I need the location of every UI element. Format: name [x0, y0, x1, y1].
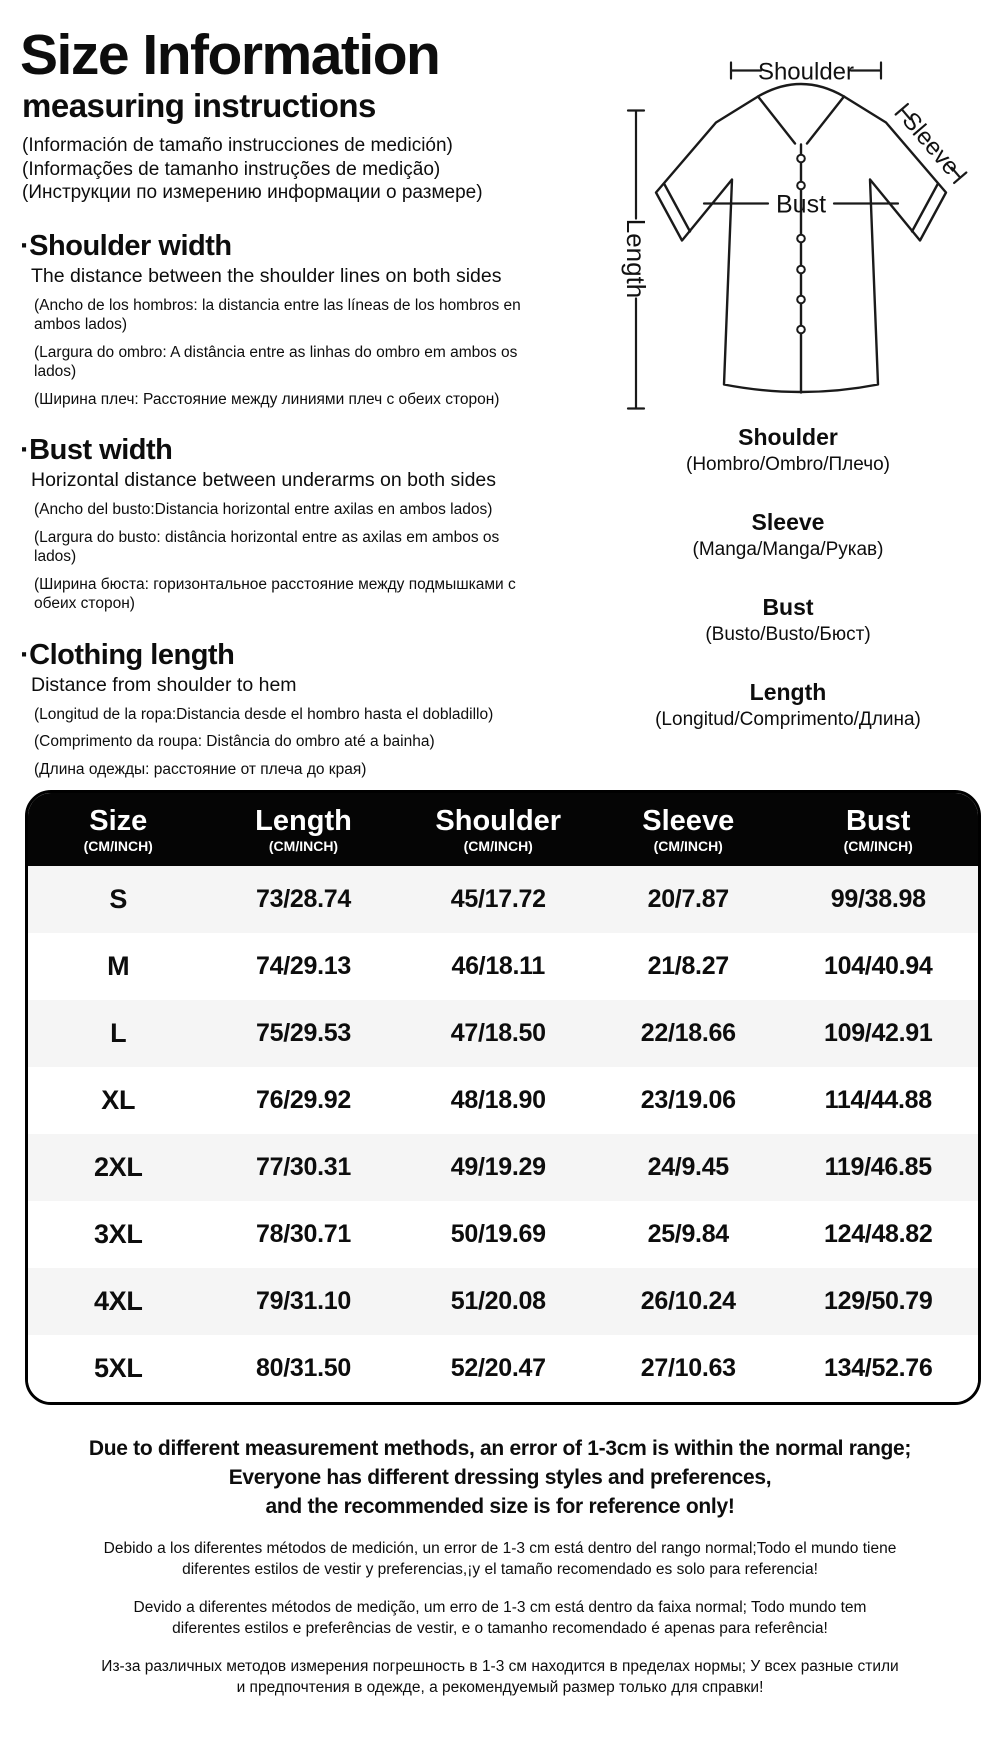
section-translation-ru: (Ширина плеч: Расстояние между линиями плеч с обеих сторон) — [34, 390, 500, 408]
legend-item-bust — [588, 594, 988, 646]
sleeve-measure-label: Sleeve — [896, 107, 965, 181]
subtitle-translation-ru: (Инструкции по измерению информации о размере) — [22, 182, 483, 204]
legend-translations: (Longitud/Comprimento/Длина) — [655, 709, 921, 730]
shoulder-width-section — [20, 230, 538, 410]
legend-translations: (Busto/Busto/Бюст) — [705, 624, 871, 645]
shirt-diagram — [598, 52, 978, 418]
cell-length: 75/29.53 — [256, 1019, 351, 1047]
cell-shoulder: 45/17.72 — [450, 885, 546, 913]
cell-bust: 129/50.79 — [823, 1287, 933, 1315]
shirt-diagram-svg — [598, 52, 978, 418]
cell-shoulder: 52/20.47 — [450, 1354, 546, 1382]
table-row — [28, 1335, 978, 1402]
cell-bust: 124/48.82 — [823, 1220, 933, 1248]
cell-bust: 109/42.91 — [823, 1019, 933, 1047]
cell-sleeve: 23/19.06 — [640, 1086, 736, 1114]
instructions-column — [20, 23, 538, 787]
cell-shoulder: 50/19.69 — [450, 1220, 546, 1248]
footer-note-line: Due to different measurement methods, an error of 1-3cm is within the normal range; — [88, 1437, 912, 1460]
cell-sleeve: 26/10.24 — [640, 1287, 736, 1315]
cell-sleeve: 24/9.45 — [647, 1153, 729, 1181]
column-label: Bust — [846, 804, 911, 837]
section-translation-ru: (Длина одежды: расстояние от плеча до края) — [34, 760, 367, 778]
section-translation-pt: (Comprimento da roupa: Distância do ombro até a bainha) — [34, 733, 435, 751]
footer-note-en — [0, 1434, 1000, 1521]
cell-length: 77/30.31 — [256, 1153, 351, 1181]
legend-translations: (Manga/Manga/Рукав) — [692, 539, 884, 560]
size-table-header — [28, 793, 978, 866]
footer-note-pt — [0, 1597, 1000, 1639]
page-subtitle: measuring instructions — [22, 87, 376, 125]
section-heading-text: Bust width — [29, 434, 173, 467]
legend-item-length — [588, 679, 988, 731]
subtitle-translation-pt: (Informações de tamanho instruções de medição) — [22, 158, 441, 180]
cell-sleeve: 21/8.27 — [647, 952, 729, 980]
cell-bust: 114/44.88 — [824, 1086, 932, 1114]
shirt-cuff-left — [664, 184, 690, 232]
bust-measure-label: Bust — [775, 190, 827, 219]
cell-size: M — [107, 951, 130, 981]
cell-size: 5XL — [93, 1353, 143, 1383]
section-heading — [20, 230, 538, 263]
section-heading — [20, 639, 538, 672]
section-desc: Horizontal distance between underarms on both sides — [31, 469, 497, 492]
section-heading-text: Clothing length — [29, 638, 235, 671]
section-translation-es: (Ancho del busto:Distancia horizontal entre axilas en ambos lados) — [34, 501, 493, 519]
table-row — [28, 1000, 978, 1067]
bust-width-section — [20, 434, 538, 614]
cell-shoulder: 47/18.50 — [450, 1019, 546, 1047]
footer-note-line: diferentes estilos e preferências de vestir, e o tamanho recomendado é apenas para referência! — [172, 1620, 828, 1637]
legend-name: Length — [749, 679, 827, 705]
column-unit: (CM/INCH) — [843, 837, 913, 854]
column-label: Length — [255, 804, 352, 837]
cell-sleeve: 27/10.63 — [640, 1354, 736, 1382]
shirt-collar — [758, 84, 844, 97]
table-row — [28, 933, 978, 1000]
cell-sleeve: 22/18.66 — [640, 1019, 736, 1047]
footer-note-line: Devido a diferentes métodos de medição, um erro de 1-3 cm está dentro da faixa normal; Todo mundo tem — [133, 1599, 867, 1616]
footer-note-ru — [0, 1656, 1000, 1698]
footer-notes — [0, 1434, 1000, 1698]
shirt-cuff-right — [912, 184, 938, 232]
section-translation-ru: (Ширина бюста: горизонтальное расстояние между подмышками с обеих сторон) — [34, 575, 516, 613]
cell-shoulder: 46/18.11 — [451, 952, 546, 980]
section-desc: Distance from shoulder to hem — [31, 673, 297, 696]
table-row — [28, 1201, 978, 1268]
page-title: Size Information — [20, 23, 440, 87]
footer-note-line: Из-за различных методов измерения погрешность в 1-3 см находится в пределах нормы; У всех разные стили — [101, 1658, 899, 1675]
header-cell-sleeve — [598, 793, 779, 866]
cell-size: XL — [101, 1085, 136, 1115]
legend-name: Sleeve — [751, 509, 825, 535]
footer-note-line: и предпочтения в одежде, а рекомендуемый размер только для справки! — [236, 1679, 764, 1696]
table-row — [28, 1268, 978, 1335]
shirt-collar-flap-right — [807, 97, 844, 144]
size-table — [25, 790, 981, 1405]
legend-name: Shoulder — [738, 424, 838, 450]
column-unit: (CM/INCH) — [653, 837, 723, 854]
shoulder-measure-label: Shoulder — [757, 58, 855, 86]
legend-item-shoulder — [588, 424, 988, 476]
column-unit: (CM/INCH) — [83, 837, 153, 854]
cell-bust: 99/38.98 — [830, 885, 926, 913]
cell-bust: 134/52.76 — [823, 1354, 933, 1382]
cell-shoulder: 51/20.08 — [450, 1287, 546, 1315]
table-row — [28, 1134, 978, 1201]
legend-name: Bust — [762, 594, 814, 620]
cell-bust: 104/40.94 — [823, 952, 933, 980]
cell-length: 73/28.74 — [256, 885, 351, 913]
footer-note-line: Everyone has different dressing styles and preferences, — [228, 1466, 772, 1489]
column-unit: (CM/INCH) — [268, 837, 339, 854]
shirt-collar-flap-left — [758, 97, 795, 144]
cell-length: 74/29.13 — [256, 952, 351, 980]
subtitle-translation-es: (Información de tamaño instrucciones de medición) — [22, 135, 453, 157]
header-cell-bust — [779, 793, 979, 866]
size-table-body — [28, 866, 978, 1402]
cell-shoulder: 48/18.90 — [450, 1086, 546, 1114]
clothing-length-section — [20, 639, 538, 780]
header-cell-length — [209, 793, 399, 866]
cell-length: 76/29.92 — [256, 1086, 351, 1114]
section-desc: The distance between the shoulder lines on both sides — [31, 264, 502, 287]
header-cell-size — [28, 793, 209, 866]
cell-size: S — [109, 884, 128, 914]
header-cell-shoulder — [399, 793, 599, 866]
bullet: · — [20, 229, 30, 262]
cell-size: 4XL — [93, 1286, 143, 1316]
column-label: Shoulder — [435, 804, 562, 837]
footer-note-line: Debido a los diferentes métodos de medición, un error de 1-3 cm está dentro del rango normal;Todo el mundo tiene — [103, 1540, 897, 1557]
section-translation-pt: (Largura do busto: distância horizontal entre as axilas em ambos os lados) — [34, 528, 500, 566]
legend-translations: (Hombro/Ombro/Плечо) — [686, 454, 890, 475]
cell-bust: 119/46.85 — [824, 1153, 932, 1181]
column-label: Sleeve — [642, 804, 735, 837]
cell-sleeve: 25/9.84 — [647, 1220, 729, 1248]
cell-shoulder: 49/19.29 — [450, 1153, 546, 1181]
cell-length: 79/31.10 — [256, 1287, 351, 1315]
column-unit: (CM/INCH) — [463, 837, 533, 854]
section-translation-pt: (Largura do ombro: A distância entre as linhas do ombro em ambos os lados) — [34, 343, 518, 381]
footer-note-line: and the recommended size is for reference only! — [265, 1495, 735, 1518]
cell-size: 3XL — [93, 1219, 143, 1249]
cell-length: 80/31.50 — [256, 1354, 351, 1382]
cell-size: 2XL — [93, 1152, 143, 1182]
measure-legend — [588, 424, 988, 764]
table-row — [28, 866, 978, 933]
section-translation-es: (Longitud de la ropa:Distancia desde el hombro hasta el dobladillo) — [34, 705, 494, 723]
bullet: · — [20, 638, 30, 671]
cell-sleeve: 20/7.87 — [647, 885, 729, 913]
section-heading-text: Shoulder width — [29, 229, 232, 262]
cell-length: 78/30.71 — [256, 1220, 351, 1248]
section-heading — [20, 434, 538, 467]
cell-size: L — [110, 1018, 127, 1048]
legend-item-sleeve — [588, 509, 988, 561]
length-measure-label: Length — [621, 218, 651, 299]
section-translation-es: (Ancho de los hombros: la distancia entre las líneas de los hombros en ambos lados) — [34, 296, 521, 334]
table-row — [28, 1067, 978, 1134]
column-label: Size — [89, 804, 148, 837]
bullet: · — [20, 434, 30, 467]
footer-note-es — [0, 1538, 1000, 1580]
footer-note-line: diferentes estilos de vestir y preferencias,¡y el tamaño recomendado es solo para referencia! — [182, 1561, 818, 1578]
